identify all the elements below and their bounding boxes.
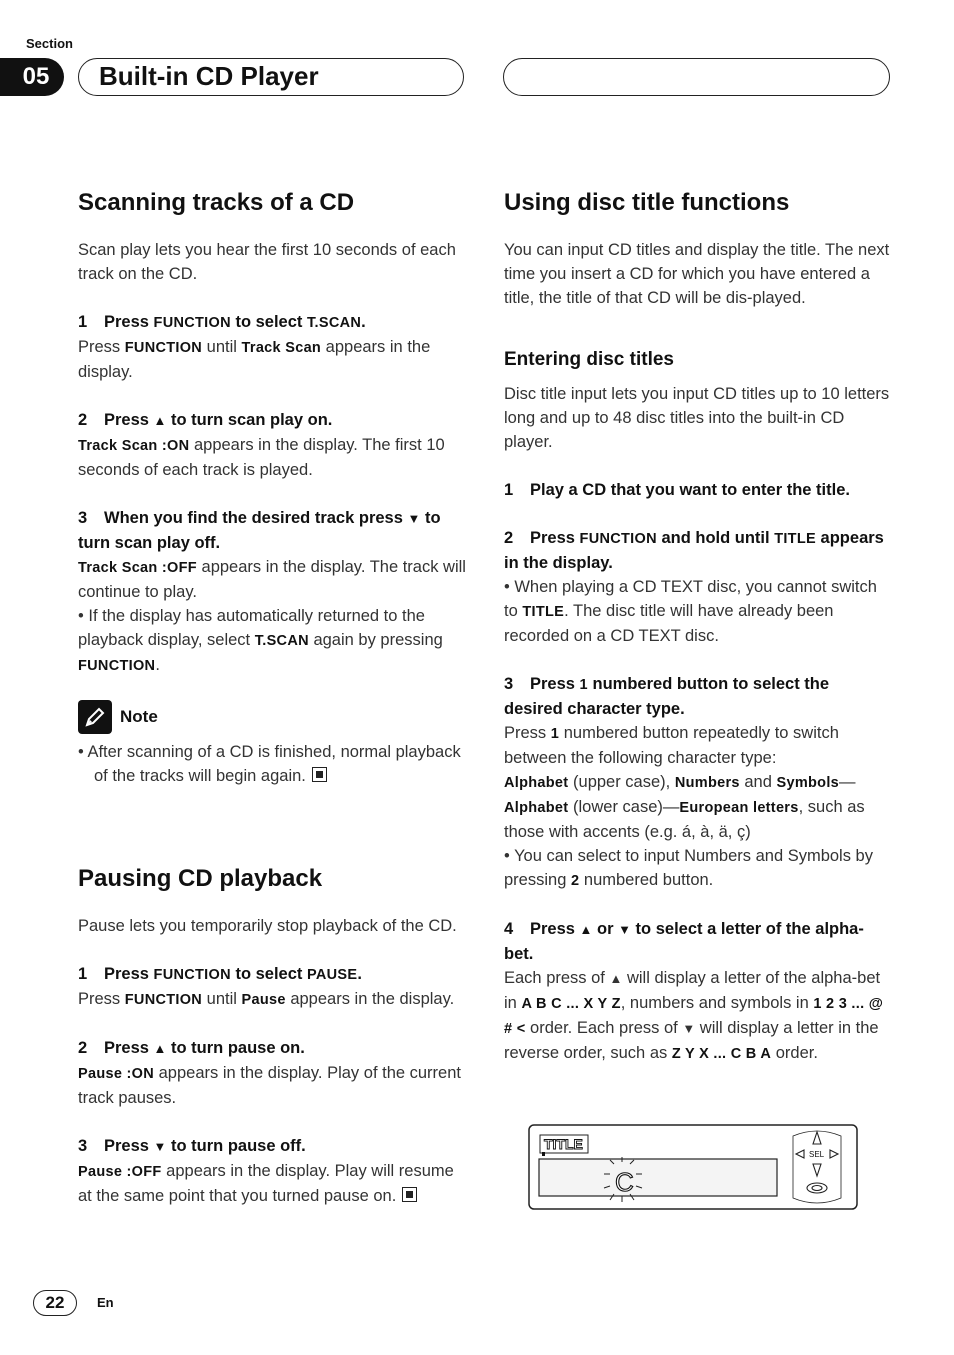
pause-step-2-body: Pause :ON appears in the display. Play of the current track pauses. [78, 1064, 461, 1107]
scan-step-1: 1 Press FUNCTION to select T.SCAN. [78, 313, 366, 331]
scan-intro: Scan play lets you hear the first 10 seconds of each track on the CD. [78, 241, 456, 283]
title-func-heading: Using disc title functions [504, 189, 790, 216]
language-label: En [97, 1295, 114, 1310]
down-triangle-icon: ▼ [407, 511, 421, 526]
pause-step-1: 1 Press FUNCTION to select PAUSE. [78, 965, 362, 983]
up-triangle-icon: ▲ [609, 971, 623, 986]
title-badge-text: TITLE [544, 1136, 583, 1152]
scan-heading: Scanning tracks of a CD [78, 189, 355, 216]
display-dot [542, 1152, 545, 1156]
entering-step-3: 3 Press 1 numbered button to select the desired character type. [504, 675, 830, 718]
cd-display-illustration [528, 1124, 858, 1210]
entering-step-3-body: Press 1 numbered button repeatedly to switch between the following character type: Alphabet (upper case), Numbers and Symbols—Alphabet (lower case)—European letters, such as those with accents (e.g. á, à, ä, ç) [504, 724, 865, 841]
title-func-intro: You can input CD titles and display the title. The next time you insert a CD for which you have entered a title, the title of that CD will be dis-played. [504, 241, 890, 307]
pause-step-2: 2 Press ▲ to turn pause on. [78, 1039, 305, 1057]
section-number-badge: 05 [0, 58, 64, 96]
stop-icon [312, 767, 327, 782]
scan-step-3-body: Track Scan :OFF appears in the display. The track will continue to play. [78, 558, 466, 601]
note-label: Note [120, 707, 158, 726]
scan-step-2-body: Track Scan :ON appears in the display. The first 10 seconds of each track is played. [78, 436, 445, 479]
up-triangle-icon: ▲ [153, 413, 167, 428]
display-screen [539, 1159, 777, 1196]
entering-step-1: 1 Play a CD that you want to enter the title. [504, 481, 850, 499]
note-text: • After scanning of a CD is finished, normal playback of the tracks will begin again. [78, 743, 461, 785]
chapter-title-box-empty [503, 58, 890, 96]
scan-step-1-body: Press FUNCTION until Track Scan appears in the display. [78, 338, 431, 381]
chapter-title: Built-in CD Player [78, 58, 464, 96]
down-triangle-icon: ▼ [618, 922, 631, 937]
scan-step-3: 3 When you find the desired track press ▼ to turn scan play off. [78, 509, 441, 552]
down-triangle-icon: ▼ [153, 1139, 167, 1154]
up-triangle-icon: ▲ [153, 1041, 167, 1056]
page-number: 22 [33, 1290, 77, 1316]
section-label: Section [26, 36, 73, 51]
sel-label: SEL [809, 1150, 825, 1159]
entering-step-2-bullet: • When playing a CD TEXT disc, you cannot switch to TITLE. The disc title will have already been recorded on a CD TEXT disc. [504, 578, 877, 645]
up-triangle-icon: ▲ [579, 922, 593, 937]
left-column [78, 188, 466, 1208]
stop-icon [402, 1187, 417, 1202]
down-triangle-icon: ▼ [682, 1021, 696, 1036]
entering-intro: Disc title input lets you input CD titles up to 10 letters long and up to 48 disc titles into the built-in CD player. [504, 385, 890, 451]
pause-heading: Pausing CD playback [78, 865, 323, 892]
entering-step-3-bullet: • You can select to input Numbers and Symbols by pressing 2 numbered button. [504, 847, 873, 889]
pause-step-1-body: Press FUNCTION until Pause appears in the display. [78, 990, 455, 1008]
note-header [78, 700, 466, 734]
entering-heading: Entering disc titles [504, 349, 674, 370]
blinking-char: C [615, 1167, 634, 1197]
scan-step-2: 2 Press ▲ to turn scan play on. [78, 411, 333, 429]
pencil-icon [78, 700, 112, 734]
entering-step-4: 4 Press ▲ or ▼ to select a letter of the alpha-bet. [504, 920, 864, 963]
scan-step-3-bullet: • If the display has automatically returned to the playback display, select T.SCAN again by pressing FUNCTION. [78, 607, 443, 674]
pause-intro: Pause lets you temporarily stop playback of the CD. [78, 917, 457, 935]
pause-step-3: 3 Press ▼ to turn pause off. [78, 1137, 306, 1155]
pause-step-3-body: Pause :OFF appears in the display. Play will resume at the same point that you turned pause on. [78, 1162, 454, 1205]
entering-step-4-body: Each press of ▲ will display a letter of the alpha-bet in A B C ... X Y Z, numbers and symbols in 1 2 3 ... @ # < order. Each press of ▼ will display a letter in the reverse order, such as Z Y X ... C B A order. [504, 969, 884, 1062]
right-column [504, 188, 892, 1066]
entering-step-2: 2 Press FUNCTION and hold until TITLE appears in the display. [504, 529, 884, 572]
